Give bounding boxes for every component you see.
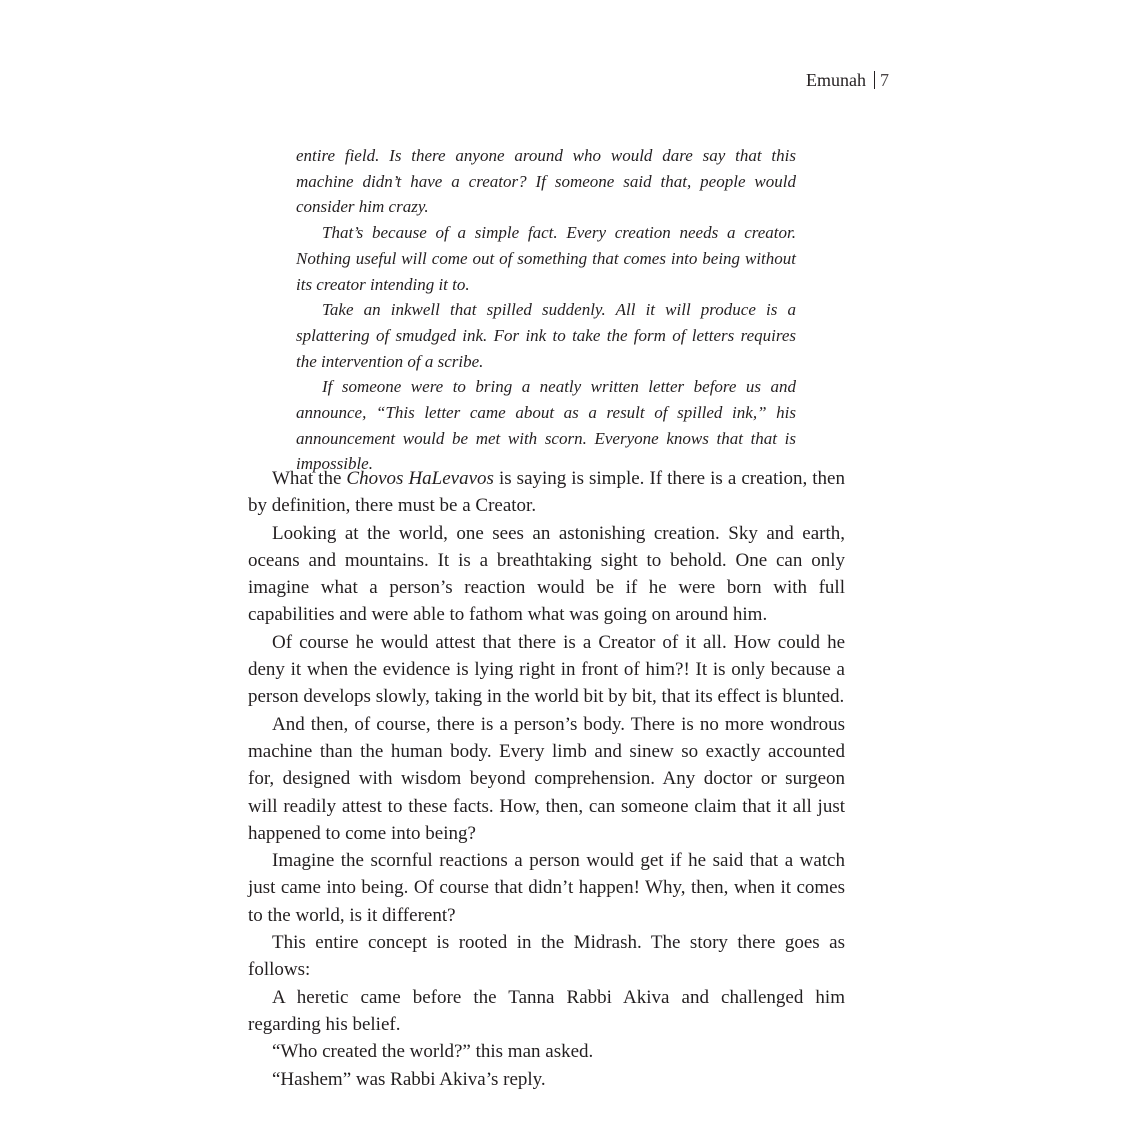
body-paragraph [248, 465, 845, 520]
quote-paragraph: entire field. Is there anyone around who would dare say that this machine didn’t have a creator? If someone said that, people would consider him crazy. [296, 146, 796, 217]
quote-paragraph: Take an inkwell that spilled suddenly. All it will produce is a splattering of smudged ink. For ink to take the form of letters requires the intervention of a scribe. [296, 300, 796, 371]
quote-paragraph: That’s because of a simple fact. Every creation needs a creator. Nothing useful will come out of something that comes into being without its creator intending it to. [296, 223, 796, 294]
body-paragraph: This entire concept is rooted in the Midrash. The story there goes as follows: [248, 932, 845, 981]
body-text [248, 465, 845, 1093]
body-text-run: is saying is simple. If there is a creation, then by definition, there must be a Creator. [248, 468, 845, 517]
body-paragraph: And then, of course, there is a person’s body. There is no more wondrous machine than the human body. Every limb and sinew so exactly accounted for, designed with wisdom beyond comprehension. Any doctor or surgeon will readily attest to these facts. How, then, can someone claim that it all just happened to come into being? [248, 713, 845, 844]
page-number: 7 [880, 70, 889, 90]
quote-paragraph: If someone were to bring a neatly written letter before us and announce, “This letter came about as a result of spilled ink,” his announcement would be met with scorn. Everyone knows that that is impossible. [296, 377, 796, 474]
body-paragraph: “Who created the world?” this man asked. [272, 1041, 594, 1063]
body-paragraph: Imagine the scornful reactions a person would get if he said that a watch just came into being. Of course that didn’t happen! Why, then, when it comes to the world, is it different? [248, 850, 845, 926]
body-text-run: What the [272, 468, 347, 489]
header-divider [874, 71, 875, 89]
body-paragraph: “Hashem” was Rabbi Akiva’s reply. [272, 1068, 546, 1090]
block-quote [296, 143, 796, 477]
book-title-italic: Chovos HaLevavos [346, 468, 494, 489]
body-paragraph: Looking at the world, one sees an astonishing creation. Sky and earth, oceans and mountains. It is a breathtaking sight to behold. One can only imagine what a person’s reaction would be if he were born with full capabilities and were able to fathom what was going on around him. [248, 522, 845, 626]
body-paragraph: Of course he would attest that there is a Creator of it all. How could he deny it when the evidence is lying right in front of him?! It is only because a person develops slowly, taking in the world bit by bit, that its effect is blunted. [248, 631, 845, 708]
body-paragraph: A heretic came before the Tanna Rabbi Akiva and challenged him regarding his belief. [248, 986, 845, 1035]
running-head [806, 66, 898, 94]
running-title: Emunah [806, 70, 866, 90]
